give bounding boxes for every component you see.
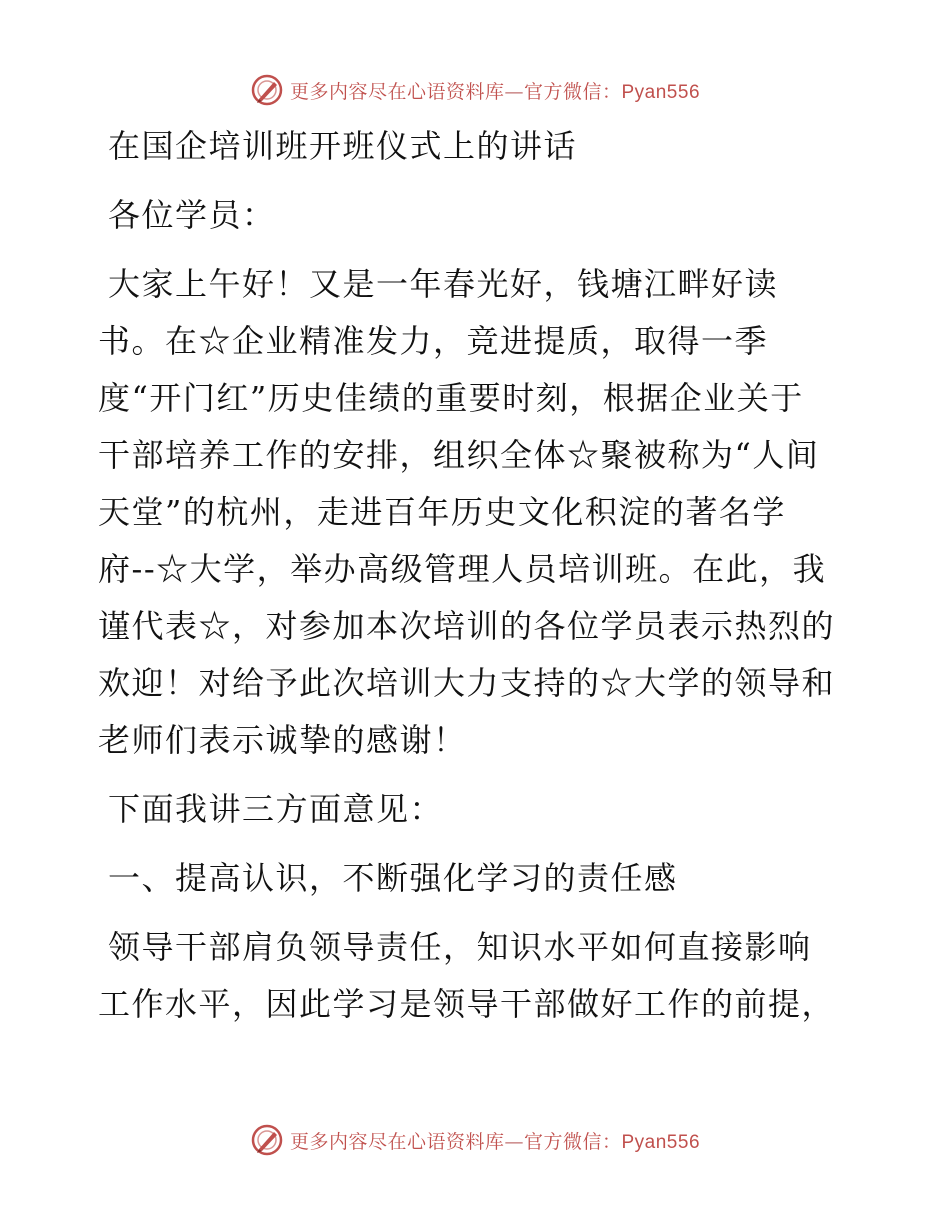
paragraph-1 (98, 256, 858, 769)
paragraph-line: 大家上午好！又是一年春光好，钱塘江畔好读 (108, 265, 779, 303)
watermark-main: 更多内容尽在心语资料库 (289, 1130, 505, 1153)
watermark-text (290, 1127, 700, 1154)
watermark-wechat-id: Pyan556 (621, 81, 701, 103)
watermark-text (290, 77, 700, 104)
paragraph-2 (98, 919, 858, 1033)
document-body (98, 118, 858, 1045)
watermark-dash: — (504, 80, 524, 103)
document-title: 在国企培训班开班仪式上的讲话 (108, 127, 578, 165)
watermark-footer (0, 1120, 950, 1160)
watermark-main: 更多内容尽在心语资料库 (289, 80, 505, 103)
paragraph-line: 干部培养工作的安排，组织全体☆聚被称为“人间 (98, 436, 820, 474)
salutation: 各位学员： (108, 196, 276, 234)
watermark-wechat-label: 官方微信： (523, 80, 622, 103)
paragraph-line: 谨代表☆，对参加本次培训的各位学员表示热烈的 (98, 607, 836, 645)
paragraph-line: 工作水平，因此学习是领导干部做好工作的前提， (98, 985, 836, 1023)
watermark-dash: — (504, 1130, 524, 1153)
section-heading-1: 一、提高认识，不断强化学习的责任感 (108, 859, 678, 897)
paragraph-line: 欢迎！对给予此次培训大力支持的☆大学的领导和 (98, 664, 836, 702)
paragraph-line: 书。在☆企业精准发力，竞进提质，取得一季 (98, 322, 769, 360)
watermark-wechat-id: Pyan556 (621, 1131, 701, 1153)
paragraph-line: 领导干部肩负领导责任，知识水平如何直接影响 (108, 928, 812, 966)
paragraph-line: 度“开门红”历史佳绩的重要时刻，根据企业关于 (98, 379, 804, 417)
intro-line: 下面我讲三方面意见： (108, 790, 444, 828)
watermark-header (0, 70, 950, 110)
paragraph-line: 天堂”的杭州，走进百年历史文化积淀的著名学 (98, 493, 786, 531)
paragraph-line: 老师们表示诚挚的感谢！ (98, 721, 467, 759)
pen-logo-icon (250, 73, 284, 107)
pen-logo-icon (250, 1123, 284, 1157)
paragraph-line: 府--☆大学，举办高级管理人员培训班。在此，我 (98, 550, 827, 588)
watermark-wechat-label: 官方微信： (523, 1130, 622, 1153)
